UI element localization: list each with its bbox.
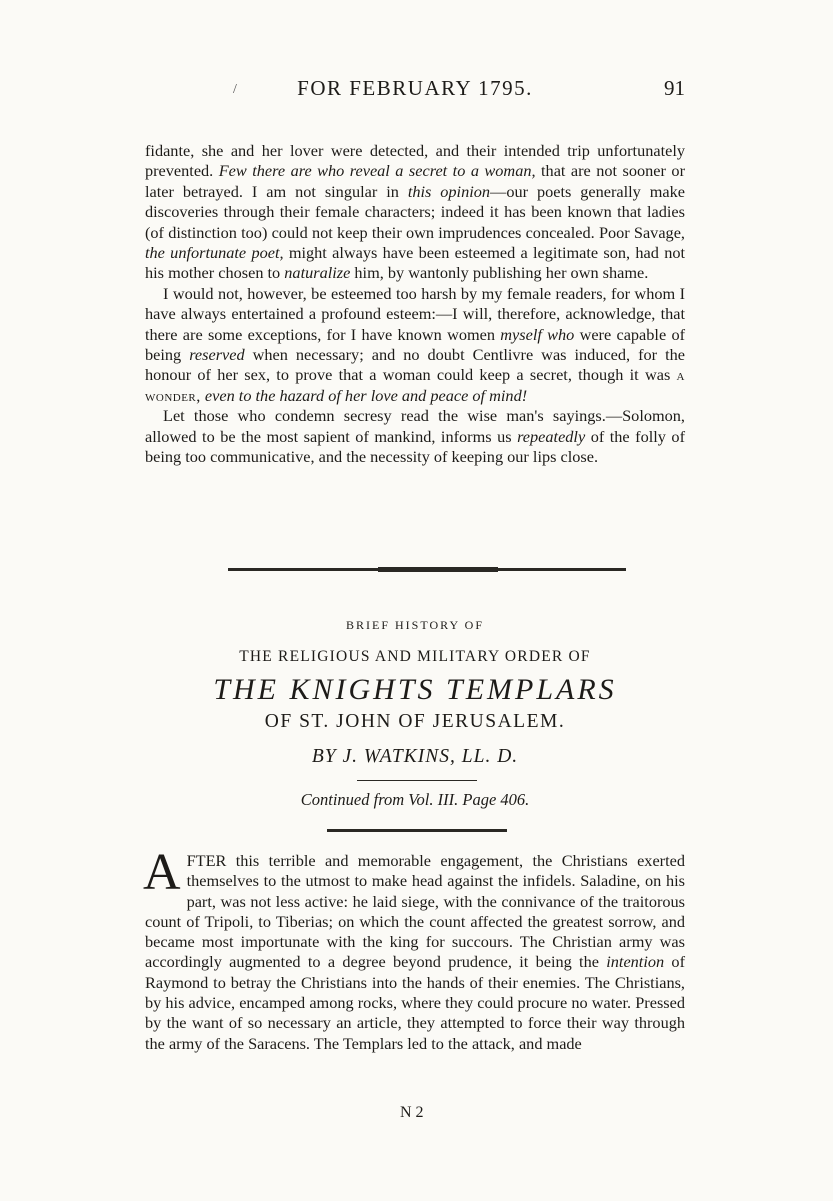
text-run: —our poets generally make discoveries through their female characters; indeed it has been known that ladies (of distinction too) could not keep their own imprudences concealed. Poor Savage, [145, 181, 686, 242]
margin-mark: / [233, 82, 237, 97]
text-run: him, by wantonly publishing her own shame. [350, 263, 649, 283]
text-run: repeatedly [517, 426, 586, 446]
text-run: myself who [500, 324, 575, 344]
text-run: intention [606, 952, 665, 972]
heading-brief: BRIEF HISTORY OF [345, 618, 485, 632]
text-run: of Raymond to betray the Christians into the hands of their enemies. The Christians, by his advice, encamped among rocks, where they could procure no water. Pressed by the want of so necessary an article, they attempted to force their way through the army of the Saracens. The Templars led to the attack, and made [145, 952, 685, 1053]
drop-cap: A [143, 844, 181, 901]
text-run: reserved [189, 345, 245, 365]
text-run: fidante, she and her lover were detected, and their intended trip unfortunately prevented. [145, 141, 685, 181]
text-run: Few there are who reveal a secret to a woman, [218, 161, 536, 181]
text-run: this opinion [407, 181, 491, 201]
paragraph [145, 406, 685, 467]
heading-st-john: OF ST. JOHN OF JERUSALEM. [264, 711, 566, 732]
paragraph [145, 141, 685, 284]
text-run: were capable of being [145, 324, 686, 365]
short-rule [357, 780, 477, 781]
text-run: a wonder, [145, 365, 685, 405]
author-line: BY J. WATKINS, LL. D. [311, 746, 519, 767]
section-divider [228, 568, 626, 571]
text-run: might always have been esteemed a legitimate son, had not his mother chosen to [145, 243, 685, 283]
signature-mark: N 2 [400, 1104, 424, 1121]
text-run: naturalize [284, 263, 351, 283]
text-run: when necessary; and no doubt Centlivre was induced, for the honour of her sex, to prove that a woman could keep a secret, though it was [145, 345, 685, 385]
thick-rule [327, 829, 507, 832]
paragraph [143, 844, 685, 1054]
paragraph [145, 284, 685, 406]
essay-conclusion [145, 141, 685, 468]
text-run: Let those who condemn secresy read the wise man's sayings.—Solomon, allowed to be the most sapient of mankind, informs us [145, 406, 685, 446]
text-run: even to the hazard of her love and peace of mind! [200, 385, 528, 405]
text-run: the unfortunate poet, [145, 243, 284, 263]
continued-note: Continued from Vol. III. Page 406. [300, 790, 530, 809]
heading-order: THE RELIGIOUS AND MILITARY ORDER OF [239, 648, 591, 665]
article-body [143, 844, 685, 1054]
text-run: of the folly of being too communicative, and the necessity of keeping our lips close. [145, 426, 685, 467]
text-run: that are not sooner or later betrayed. I am not singular in [145, 161, 685, 201]
page-number: 91 [664, 76, 685, 100]
running-head-title: FOR FEBRUARY 1795. [297, 76, 533, 100]
running-head [145, 76, 685, 106]
heading-knights-templars: THE KNIGHTS TEMPLARS [213, 673, 617, 706]
text-run: I would not, however, be esteemed too harsh by my female readers, for whom I have always entertained a profound esteem:—I will, therefore, acknowledge, that there are some exceptions, for I have known women [145, 283, 685, 344]
text-run: FTER this terrible and memorable engagement, the Christians exerted themselves to the utmost to make head against the infidels. Saladine, on his part, was not less active: he laid siege, with the connivance of the traitorous count of Tripoli, to Tiberias; on which the count affected the greatest sorrow, and became most importunate with the king for succours. The Christian army was accordingly augmented to a degree beyond prudence, it being the [145, 851, 685, 972]
